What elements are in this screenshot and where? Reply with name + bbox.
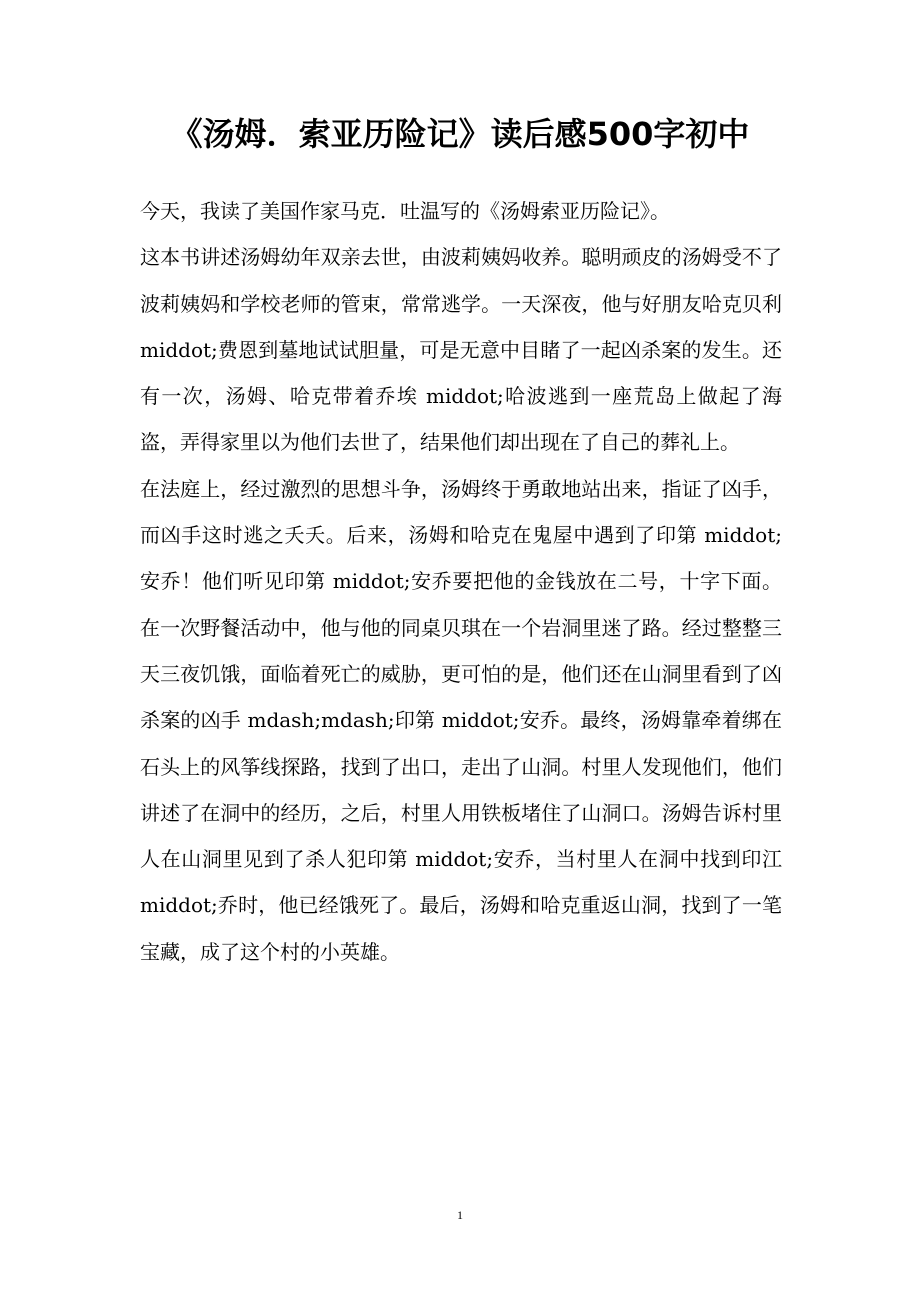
document-body bbox=[140, 188, 782, 975]
document-title: 《汤姆．索亚历险记》读后感500字初中 bbox=[170, 115, 750, 153]
paragraph-summary: 这本书讲述汤姆幼年双亲去世，由波莉姨妈收养。聪明顽皮的汤姆受不了波莉姨妈和学校老师的管束，常常逃学。一天深夜，他与好朋友哈克贝利 middot;费恩到墓地试试胆量，可是无意中目睹了一起凶杀案的发生。还有一次，汤姆、哈克带着乔埃 middot;哈波逃到一座荒岛上做起了海盗，弄得家里以为他们去世了，结果他们却出现在了自己的葬礼上。 bbox=[140, 245, 782, 455]
paragraph-story: 在法庭上，经过激烈的思想斗争，汤姆终于勇敢地站出来，指证了凶手，而凶手这时逃之夭夭。后来，汤姆和哈克在鬼屋中遇到了印第 middot;安乔！他们听见印第 middot;安乔要把他的金钱放在二号，十字下面。在一次野餐活动中，他与他的同桌贝琪在一个岩洞里迷了路。经过整整三天三夜饥饿，面临着死亡的威胁，更可怕的是，他们还在山洞里看到了凶杀案的凶手 mdash;mdash;印第 middot;安乔。最终，汤姆靠牵着绑在石头上的风筝线探路，找到了出口，走出了山洞。村里人发现他们，他们讲述了在洞中的经历，之后，村里人用铁板堵住了山洞口。汤姆告诉村里人在山洞里见到了杀人犯印第 middot;安乔，当村里人在洞中找到印江 middot;乔时，他已经饿死了。最后，汤姆和哈克重返山洞，找到了一笔宝藏，成了这个村的小英雄。 bbox=[140, 476, 782, 964]
page-number: 1 bbox=[457, 1208, 463, 1222]
paragraph-intro: 今天，我读了美国作家马克．吐温写的《汤姆索亚历险记》。 bbox=[140, 199, 670, 223]
